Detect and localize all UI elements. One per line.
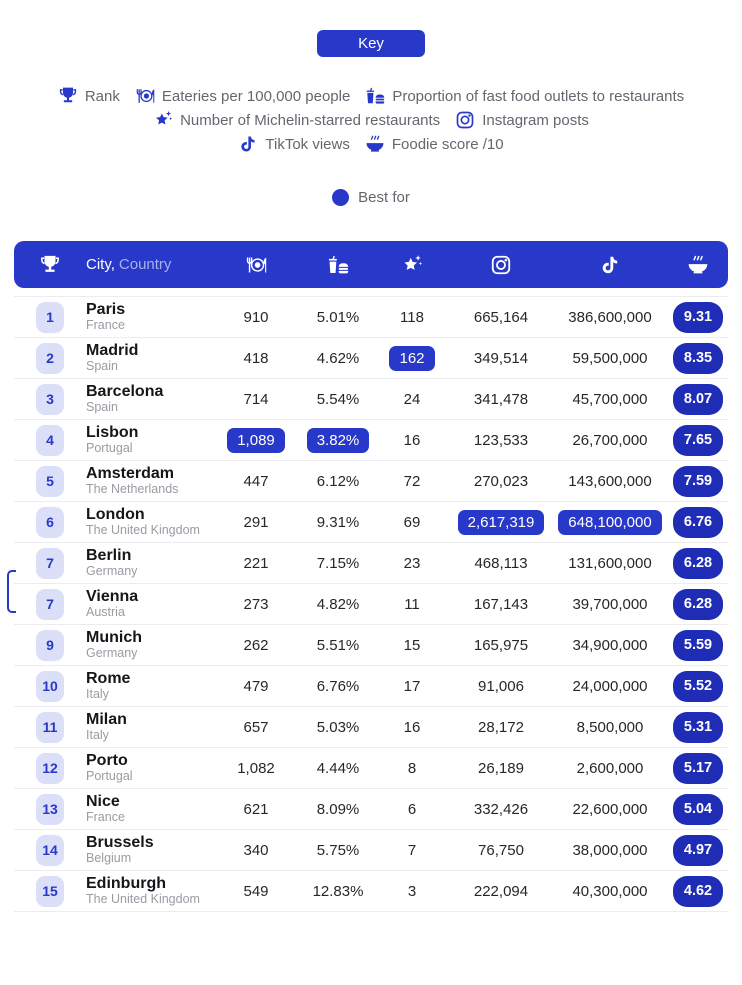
rank-number: 2 [46,350,54,366]
score-value: 6.28 [683,555,713,571]
country-header-label: Country [118,256,172,273]
table-row [14,871,728,912]
tiktok-value: 2,600,000 [576,759,644,777]
city-country-column-header [86,256,210,273]
best-for-row [0,185,742,209]
score-value: 8.07 [683,391,713,407]
instagram-value: 468,113 [474,554,528,572]
rank-number: 9 [46,637,54,653]
foodie-score-badge [673,630,723,661]
fastfood-column-header [302,254,374,276]
instagram-value: 91,006 [478,677,524,695]
legend [0,84,742,156]
instagram-value: 165,975 [473,636,529,654]
rank-badge [36,794,64,825]
table-row [14,830,728,871]
city-name: Madrid [86,341,139,359]
rank-number: 11 [42,719,58,735]
city-header-label: City, [86,256,115,273]
fastfood-value: 3.82% [302,428,374,453]
tiktok-value: 38,000,000 [572,841,648,859]
tiktok-value: 40,300,000 [572,882,648,900]
country-name: Austria [86,605,125,620]
best-for-label: Best for [358,188,410,206]
fastfood-value: 5.03% [316,718,360,736]
eateries-value: 479 [243,677,269,695]
city-name: Brussels [86,833,154,851]
eateries-value: 657 [243,718,269,736]
table-row [14,625,728,666]
tiktok-icon [238,134,258,154]
legend-item [153,110,440,130]
tiktok-value: 59,500,000 [572,349,648,367]
trophy-icon [58,86,78,106]
country-name: France [86,318,125,333]
foodie-ranking-infographic [0,30,742,912]
fastfood-value: 5.75% [316,841,360,859]
instagram-value: 665,164 [473,308,529,326]
table-row [14,584,728,625]
fastfood-icon [327,254,349,276]
country-name: Germany [86,564,138,579]
rank-badge [36,384,64,415]
city-name: Berlin [86,546,132,564]
eateries-value: 714 [243,390,269,408]
legend-label: Proportion of fast food outlets to restaurants [392,87,685,105]
rank-badge [36,507,64,538]
fastfood-value: 12.83% [312,882,364,900]
fastfood-value: 4.62% [316,349,360,367]
legend-label: Number of Michelin-starred restaurants [180,111,441,129]
best-for-dot-icon [332,189,349,206]
foodie-score-badge [673,589,723,620]
country-name: Portugal [86,441,133,456]
country-name: The United Kingdom [86,892,200,907]
eateries-value: 621 [243,800,269,818]
city-name: Lisbon [86,423,139,441]
instagram-value: 167,143 [473,595,529,613]
rank-number: 12 [42,760,58,776]
fastfood-value: 6.76% [316,677,360,695]
legend-item [455,110,589,130]
fastfood-value: 5.01% [316,308,360,326]
city-name: Edinburgh [86,874,166,892]
michelin-value: 7 [407,841,417,859]
country-name: Italy [86,728,109,743]
rank-number: 4 [46,432,54,448]
instagram-value: 222,094 [473,882,529,900]
foodie-score-badge [673,384,723,415]
country-name: The Netherlands [86,482,179,497]
foodie-score-badge [673,876,723,907]
fastfood-value: 6.12% [316,472,360,490]
rank-badge [36,753,64,784]
eateries-value: 291 [243,513,269,531]
rank-column-header [14,254,86,276]
score-value: 9.31 [683,309,713,325]
rank-number: 5 [46,473,54,489]
legend-item [365,134,504,154]
michelin-value: 8 [407,759,417,777]
table-row [14,297,728,338]
fastfood-value: 4.82% [316,595,360,613]
key-button[interactable]: Key [317,30,425,57]
legend-label: TikTok views [265,135,350,153]
michelin-value: 118 [400,308,424,326]
foodie-score-badge [673,712,723,743]
michelin-star-column-header [374,254,450,276]
rank-badge [36,589,64,620]
rank-number: 14 [42,842,58,858]
foodie-score-badge [673,507,723,538]
table-row [14,543,728,584]
city-name: Milan [86,710,127,728]
rank-badge [36,671,64,702]
score-value: 6.28 [683,596,713,612]
legend-label: Instagram posts [482,111,589,129]
instagram-value: 341,478 [473,390,529,408]
tie-bracket-icon [7,570,16,613]
foodie-score-icon [365,134,385,154]
tiktok-value: 22,600,000 [572,800,648,818]
eateries-value: 262 [243,636,269,654]
tiktok-value: 39,700,000 [572,595,648,613]
country-name: Germany [86,646,138,661]
rank-number: 3 [46,391,54,407]
fastfood-value: 8.09% [316,800,360,818]
legend-label: Eateries per 100,000 people [161,87,351,105]
table-row [14,420,728,461]
foodie-score-badge [673,548,723,579]
foodie-score-badge [673,302,723,333]
instagram-column-header [450,254,552,276]
rank-badge [36,302,64,333]
instagram-value: 26,189 [478,759,524,777]
country-name: Spain [86,400,118,415]
tiktok-value: 34,900,000 [572,636,648,654]
rank-badge [36,343,64,374]
rankings-table [14,241,728,912]
michelin-value: 16 [403,431,421,449]
rank-number: 13 [42,801,58,817]
city-name: Rome [86,669,131,687]
score-value: 6.76 [683,514,713,530]
score-value: 4.97 [683,842,713,858]
tiktok-value: 386,600,000 [568,308,652,326]
table-row [14,502,728,543]
michelin-value: 3 [407,882,417,900]
rank-number: 10 [42,678,58,694]
country-name: Italy [86,687,109,702]
score-value: 5.17 [683,760,713,776]
michelin-star-icon [401,254,423,276]
score-value: 8.35 [683,350,713,366]
legend-line [0,108,742,132]
fastfood-value: 9.31% [316,513,360,531]
tiktok-value: 131,600,000 [568,554,652,572]
score-value: 5.59 [683,637,713,653]
instagram-value: 76,750 [478,841,524,859]
legend-label: Foodie score /10 [391,135,504,153]
instagram-value: 349,514 [473,349,529,367]
trophy-icon [39,254,61,276]
tiktok-value: 45,700,000 [572,390,648,408]
foodie-score-badge [673,835,723,866]
eateries-value: 418 [243,349,269,367]
city-name: Nice [86,792,120,810]
rank-number: 15 [42,883,58,899]
eateries-value: 549 [243,882,269,900]
city-name: Porto [86,751,128,769]
country-name: France [86,810,125,825]
fastfood-value: 5.51% [316,636,360,654]
eateries-value: 1,082 [237,759,275,777]
tiktok-value: 24,000,000 [572,677,648,695]
michelin-value: 24 [403,390,421,408]
city-name: Munich [86,628,142,646]
rank-badge [36,712,64,743]
city-name: Paris [86,300,126,318]
legend-item [238,134,349,154]
eateries-value: 1,089 [210,428,302,453]
city-name: London [86,505,145,523]
city-name: Amsterdam [86,464,175,482]
tiktok-column-header [552,254,668,276]
michelin-value: 15 [403,636,421,654]
foodie-score-icon [687,254,709,276]
table-row [14,338,728,379]
rank-badge [36,835,64,866]
country-name: Belgium [86,851,132,866]
foodie-score-badge [673,425,723,456]
eateries-value: 910 [243,308,269,326]
rank-badge [36,425,64,456]
michelin-value: 23 [403,554,421,572]
rank-badge [36,630,64,661]
fastfood-icon [365,86,385,106]
michelin-star-icon [153,110,173,130]
table-row [14,379,728,420]
michelin-value: 162 [374,346,450,371]
tiktok-icon [599,254,621,276]
fastfood-value: 4.44% [316,759,360,777]
foodie-score-badge [673,671,723,702]
table-row [14,666,728,707]
eateries-value: 340 [243,841,269,859]
foodie-score-badge [673,466,723,497]
legend-item [58,86,120,106]
table-row [14,707,728,748]
instagram-value: 28,172 [478,718,524,736]
score-value: 7.65 [683,432,713,448]
foodie-score-badge [673,794,723,825]
rank-badge [36,876,64,907]
score-value: 5.31 [683,719,713,735]
legend-item [135,86,350,106]
table-row [14,748,728,789]
score-value: 5.52 [683,678,713,694]
legend-line [0,84,742,108]
rank-number: 6 [46,514,54,530]
michelin-value: 11 [404,595,420,613]
eateries-icon [135,86,155,106]
city-name: Barcelona [86,382,164,400]
tiktok-value: 8,500,000 [576,718,644,736]
foodie-score-badge [673,753,723,784]
rank-number: 7 [46,555,54,571]
table-row [14,789,728,830]
rank-number: 1 [46,309,54,325]
score-value: 5.04 [683,801,713,817]
michelin-value: 17 [403,677,421,695]
instagram-value: 123,533 [473,431,529,449]
tiktok-value: 143,600,000 [568,472,652,490]
legend-label: Rank [84,87,120,105]
eateries-value: 273 [243,595,269,613]
rank-badge [36,466,64,497]
instagram-value: 270,023 [473,472,529,490]
rank-badge [36,548,64,579]
fastfood-value: 7.15% [316,554,360,572]
table-header [14,241,728,288]
city-name: Vienna [86,587,139,605]
michelin-value: 6 [407,800,417,818]
table-body [14,296,728,912]
michelin-value: 72 [403,472,421,490]
instagram-icon [490,254,512,276]
eateries-icon [245,254,267,276]
country-name: Portugal [86,769,133,784]
country-name: Spain [86,359,118,374]
country-name: The United Kingdom [86,523,200,538]
foodie-score-column-header [668,254,728,276]
michelin-value: 16 [403,718,421,736]
instagram-value: 332,426 [473,800,529,818]
tiktok-value: 648,100,000 [552,510,668,535]
eateries-value: 221 [243,554,269,572]
eateries-column-header [210,254,302,276]
fastfood-value: 5.54% [316,390,360,408]
michelin-value: 69 [403,513,421,531]
tiktok-value: 26,700,000 [572,431,648,449]
table-row [14,461,728,502]
foodie-score-badge [673,343,723,374]
legend-item [365,86,684,106]
instagram-value: 2,617,319 [450,510,552,535]
instagram-icon [455,110,475,130]
eateries-value: 447 [243,472,269,490]
score-value: 4.62 [683,883,713,899]
legend-line [0,132,742,156]
rank-number: 7 [46,596,54,612]
score-value: 7.59 [683,473,713,489]
